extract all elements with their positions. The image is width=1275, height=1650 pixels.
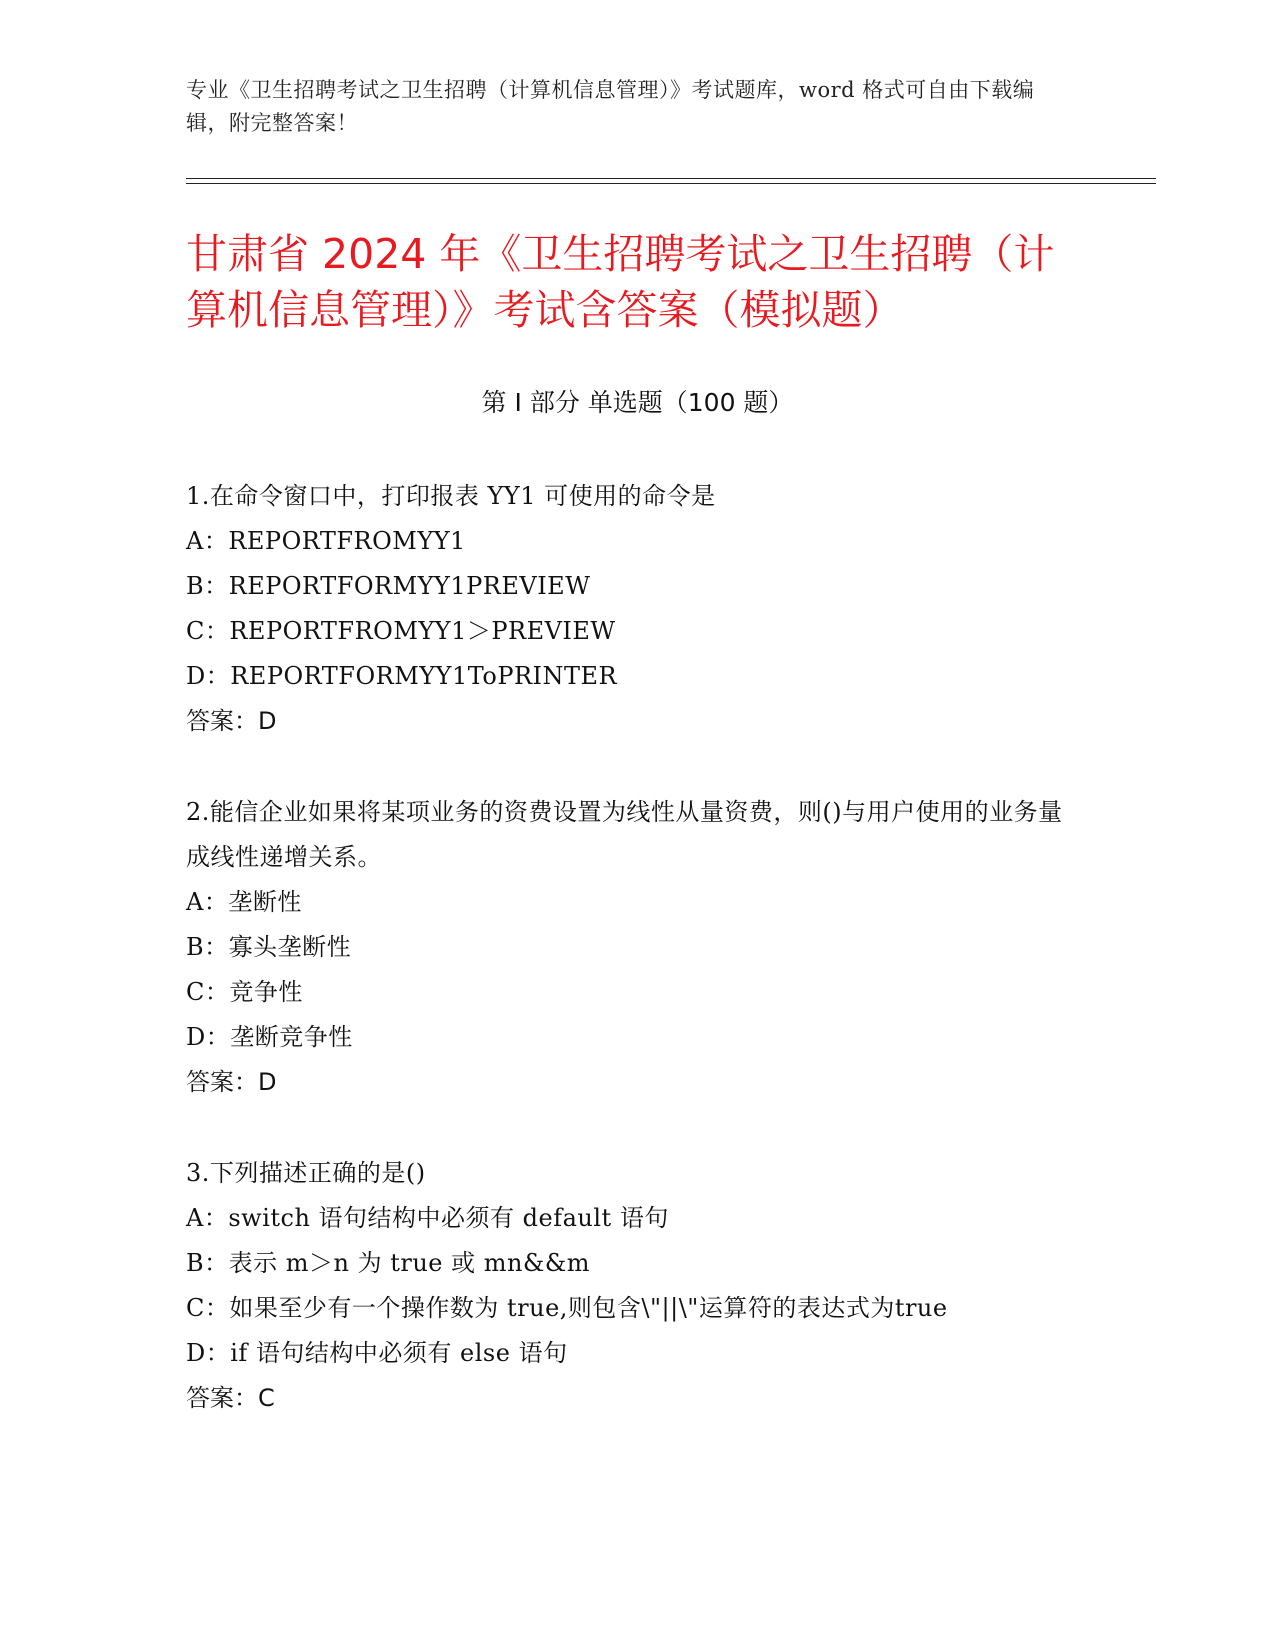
answer-line: 答案：C xyxy=(186,1384,275,1412)
question-text: 3.下列描述正确的是() xyxy=(186,1159,426,1187)
option-d: D：垄断竞争性 xyxy=(186,1023,353,1051)
option-a: A：垄断性 xyxy=(186,888,302,916)
option-d: D：REPORTFORMYY1ToPRINTER xyxy=(186,662,618,690)
option-c: C：如果至少有一个操作数为 true,则包含\"||\"运算符的表达式为true xyxy=(186,1294,948,1322)
option-d: D：if 语句结构中必须有 else 语句 xyxy=(186,1339,568,1367)
answer-line: 答案：D xyxy=(186,707,277,735)
question-1 xyxy=(186,474,1066,744)
document-title: 甘肃省 2024 年《卫生招聘考试之卫生招聘（计算机信息管理）》考试含答案（模拟题） xyxy=(186,230,1055,334)
option-a: A：REPORTFROMYY1 xyxy=(186,527,466,555)
header-divider-second xyxy=(186,183,1156,184)
question-list xyxy=(186,474,1066,1467)
option-b: B：REPORTFORMYY1PREVIEW xyxy=(186,572,591,600)
answer-line: 答案：D xyxy=(186,1068,277,1096)
option-b: B：表示 m＞n 为 true 或 mn&&m xyxy=(186,1249,590,1277)
option-c: C：竞争性 xyxy=(186,978,303,1006)
question-2 xyxy=(186,790,1066,1105)
question-3 xyxy=(186,1151,1066,1421)
question-text: 2.能信企业如果将某项业务的资费设置为线性从量资费，则()与用户使用的业务量成线性递增关系。 xyxy=(186,798,1063,871)
question-text: 1.在命令窗口中，打印报表 YY1 可使用的命令是 xyxy=(186,482,716,510)
option-c: C：REPORTFROMYY1＞PREVIEW xyxy=(186,617,616,645)
option-b: B：寡头垄断性 xyxy=(186,933,352,961)
header-divider xyxy=(186,178,1156,179)
section-title: 第 I 部分 单选题（100 题） xyxy=(481,388,794,417)
header-note: 专业《卫生招聘考试之卫生招聘（计算机信息管理）》考试题库，word 格式可自由下载编辑，附完整答案！ xyxy=(186,78,1035,135)
option-a: A：switch 语句结构中必须有 default 语句 xyxy=(186,1204,669,1232)
